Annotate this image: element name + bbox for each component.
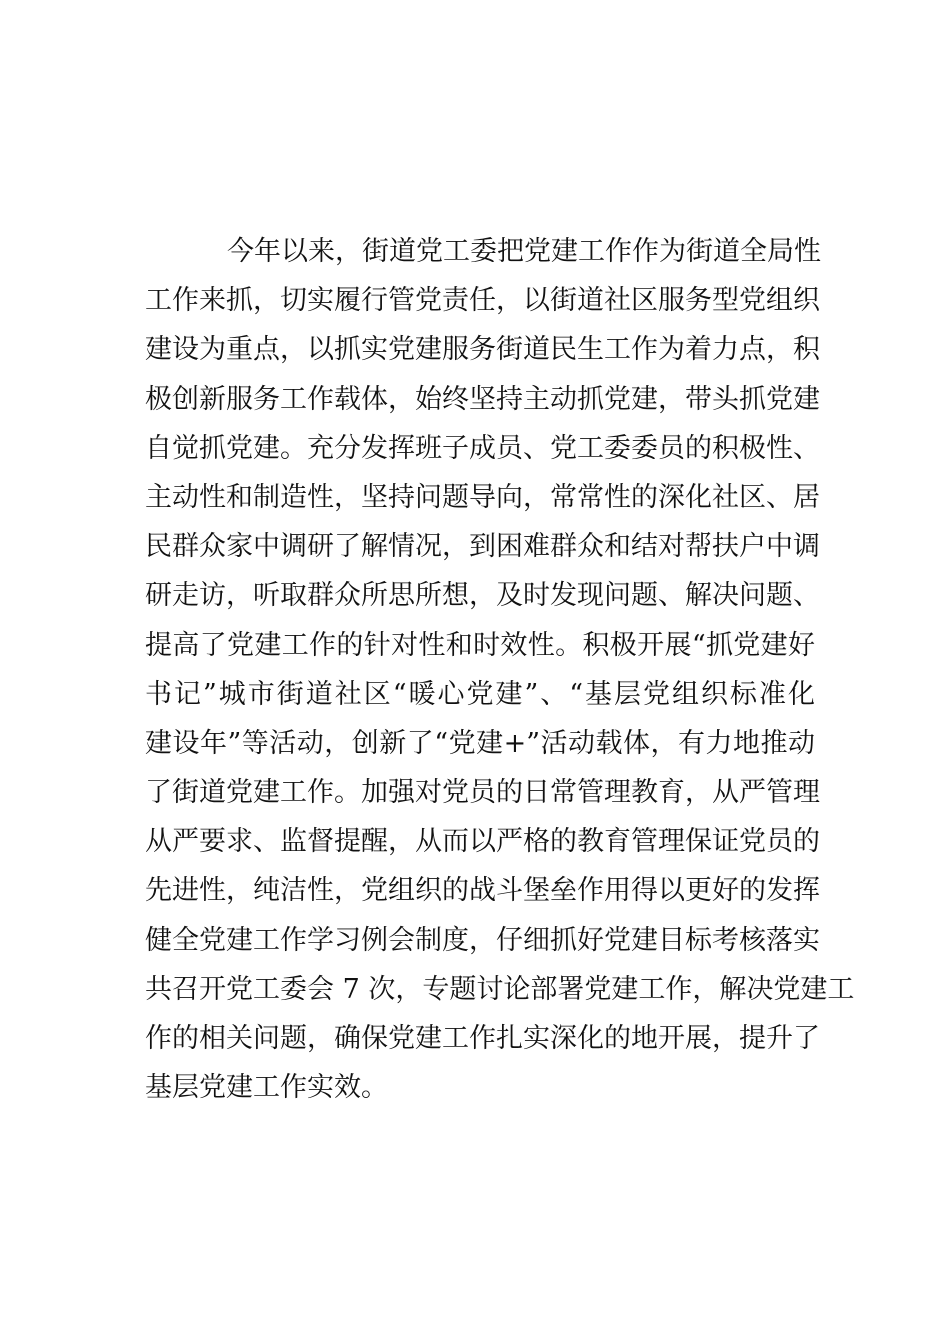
paragraph-line: 基层党建工作实效。 xyxy=(145,1072,388,1104)
paragraph-line: 提高了党建工作的针对性和时效性。积极开展“抓党建好 xyxy=(145,629,815,661)
paragraph-line: 先进性，纯洁性，党组织的战斗堡垒作用得以更好的发挥 xyxy=(145,875,820,907)
paragraph-line: 今年以来，街道党工委把党建工作作为街道全局性 xyxy=(227,236,821,267)
paragraph-line: 工作来抓，切实履行管党责任，以街道社区服务型党组织 xyxy=(145,285,820,317)
paragraph-line: 作的相关问题，确保党建工作扎实深化的地开展，提升了 xyxy=(145,1023,820,1054)
paragraph-line: 自觉抓党建。充分发挥班子成员、党工委委员的积极性、 xyxy=(145,432,820,464)
paragraph-line: 研走访，听取群众所思所想，及时发现问题、解决问题、 xyxy=(145,580,820,612)
paragraph-line: 主动性和制造性，坚持问题导向，常常性的深化社区、居 xyxy=(145,481,820,513)
paragraph-line: 建设年”等活动，创新了“党建+”活动载体，有力地推动 xyxy=(145,727,815,759)
paragraph-line: 共召开党工委会 7 次，专题讨论部署党建工作，解决党建工 xyxy=(145,973,855,1005)
paragraph-line: 健全党建工作学习例会制度，仔细抓好党建目标考核落实 xyxy=(145,924,820,956)
paragraph-line: 了街道党建工作。加强对党员的日常管理教育，从严管理 xyxy=(145,777,820,809)
body-paragraph xyxy=(145,227,855,1112)
paragraph-line: 建设为重点，以抓实党建服务街道民生工作为着力点，积 xyxy=(145,334,820,366)
paragraph-line: 从严要求、监督提醒，从而以严格的教育管理保证党员的 xyxy=(145,826,820,858)
paragraph-line: 民群众家中调研了解情况，到困难群众和结对帮扶户中调 xyxy=(145,531,820,563)
paragraph-line: 书记”城市街道社区“暖心党建”、“基层党组织标准化 xyxy=(145,678,815,710)
paragraph-line: 极创新服务工作载体，始终坚持主动抓党建，带头抓党建 xyxy=(145,383,820,415)
